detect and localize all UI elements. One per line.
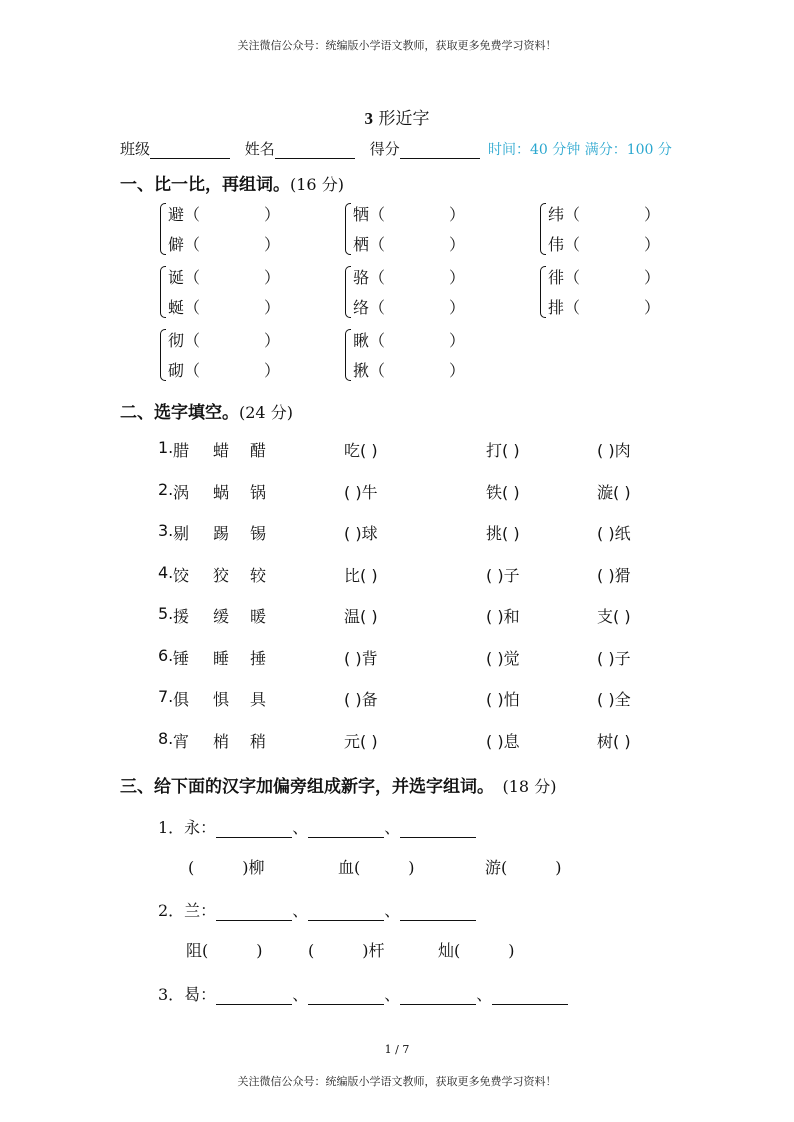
pair-char: 络 xyxy=(353,298,370,317)
pair-7 xyxy=(160,326,280,386)
student-info-line xyxy=(120,138,490,159)
section-2-title: 二、选字填空。 xyxy=(120,403,239,423)
score-blank[interactable] xyxy=(400,144,480,159)
answer-blank[interactable] xyxy=(216,906,292,921)
s2-fill-blank[interactable]: ( )全 xyxy=(597,690,631,709)
s2-row-number: 1. xyxy=(158,438,174,457)
brace-icon xyxy=(345,266,351,318)
s2-fill-blank[interactable]: 挑( ) xyxy=(486,524,520,543)
s2-fill-blank[interactable]: ( )备 xyxy=(344,690,378,709)
answer-blank[interactable]: （ ） xyxy=(369,205,466,224)
section-3-points: (18 分) xyxy=(502,777,557,796)
s2-char: 援 xyxy=(173,607,190,626)
s2-row-number: 7. xyxy=(158,687,174,706)
s2-char: 腊 xyxy=(173,441,190,460)
answer-blank[interactable]: （ ） xyxy=(369,331,466,350)
pair-5 xyxy=(345,263,465,323)
s2-char: 踢 xyxy=(213,524,230,543)
answer-blank[interactable]: （ ） xyxy=(564,235,661,254)
s2-fill-blank[interactable]: ( )子 xyxy=(597,648,631,668)
pair-2 xyxy=(345,200,465,260)
name-blank[interactable] xyxy=(275,144,355,159)
s2-char: 饺 xyxy=(173,565,190,585)
answer-blank[interactable] xyxy=(216,990,292,1005)
s2-row-number: 8. xyxy=(158,728,174,748)
pair-char: 栖 xyxy=(353,235,370,254)
s2-char: 蜗 xyxy=(213,482,230,502)
s3-words-2c[interactable]: 灿( ) xyxy=(438,941,515,960)
s2-row-number: 5. xyxy=(158,604,174,623)
answer-blank[interactable] xyxy=(308,906,384,921)
s2-row-number: 4. xyxy=(158,562,174,582)
answer-blank[interactable]: （ ） xyxy=(369,235,466,254)
section-3-title: 三、给下面的汉字加偏旁组成新字，并选字组词。 xyxy=(120,777,486,797)
class-label: 班级 xyxy=(120,140,151,158)
answer-blank[interactable] xyxy=(308,990,384,1005)
answer-blank[interactable]: （ ） xyxy=(184,361,281,380)
section-2-heading xyxy=(120,398,293,423)
pair-char: 蜒 xyxy=(168,298,185,317)
brace-icon xyxy=(160,266,166,318)
pair-char: 诞 xyxy=(168,268,185,287)
page-number: 1 / 7 xyxy=(384,1043,410,1056)
s2-char: 醋 xyxy=(250,441,267,460)
header-note: 关注微信公众号：统编版小学语文教师，获取更多免费学习资料！ xyxy=(237,39,557,52)
s2-fill-blank[interactable]: 温( ) xyxy=(344,607,378,626)
s2-fill-blank[interactable]: 比( ) xyxy=(344,565,378,585)
section-3-heading xyxy=(120,772,556,797)
answer-blank[interactable]: （ ） xyxy=(184,331,281,350)
s2-char: 剔 xyxy=(173,524,190,543)
s3-words-2a[interactable]: 阻( ) xyxy=(186,941,263,960)
s2-fill-blank[interactable]: ( )子 xyxy=(486,565,520,585)
pair-char: 彻 xyxy=(168,331,185,350)
pair-char: 牺 xyxy=(353,205,370,224)
pair-4 xyxy=(160,263,280,323)
brace-icon xyxy=(540,203,546,255)
pair-char: 骆 xyxy=(353,268,370,287)
s2-char: 锤 xyxy=(173,648,190,668)
section-1-title: 一、比一比，再组词。 xyxy=(120,175,290,195)
pair-char: 揪 xyxy=(353,361,370,380)
answer-blank[interactable] xyxy=(400,823,476,838)
pair-8 xyxy=(345,326,465,386)
s2-char: 锡 xyxy=(250,524,267,543)
s2-row-number: 6. xyxy=(158,645,174,665)
class-blank[interactable] xyxy=(150,144,230,159)
s2-fill-blank[interactable]: ( )球 xyxy=(344,524,378,543)
brace-icon xyxy=(160,203,166,255)
pair-char: 僻 xyxy=(168,235,185,254)
brace-icon xyxy=(345,203,351,255)
score-label: 得分 xyxy=(369,140,400,158)
title-number: 3 xyxy=(364,109,374,128)
footer-note: 关注微信公众号：统编版小学语文教师，获取更多免费学习资料！ xyxy=(237,1075,557,1088)
s2-char: 稍 xyxy=(250,731,267,751)
s2-char: 锅 xyxy=(250,482,267,502)
s2-fill-blank[interactable]: 漩( ) xyxy=(597,482,631,502)
section-2-points: (24 分) xyxy=(239,403,293,422)
answer-blank[interactable] xyxy=(400,906,476,921)
s3-item-2: 2．兰： 、 、 xyxy=(158,898,476,921)
s2-char: 具 xyxy=(250,690,267,709)
s2-char: 俱 xyxy=(173,690,190,709)
s2-fill-blank[interactable]: ( )肉 xyxy=(597,441,631,460)
s2-fill-blank[interactable]: ( )纸 xyxy=(597,524,631,543)
s2-fill-blank[interactable]: 元( ) xyxy=(344,731,378,751)
s3-words-1c[interactable]: 游( ) xyxy=(485,858,562,877)
s2-row-number: 2. xyxy=(158,479,174,499)
answer-blank[interactable] xyxy=(308,823,384,838)
s3-words-2b[interactable]: ( )杆 xyxy=(308,941,385,960)
s2-char: 涡 xyxy=(173,482,190,502)
pair-char: 砌 xyxy=(168,361,185,380)
pair-char: 排 xyxy=(548,298,565,317)
s2-fill-blank[interactable]: ( )背 xyxy=(344,648,378,668)
s2-char: 梢 xyxy=(213,731,230,751)
s2-fill-blank[interactable]: 吃( ) xyxy=(344,441,378,460)
answer-blank[interactable]: （ ） xyxy=(369,298,466,317)
answer-blank[interactable]: （ ） xyxy=(369,268,466,287)
s2-char: 宵 xyxy=(173,731,190,751)
s2-fill-blank[interactable]: ( )和 xyxy=(486,607,520,626)
answer-blank[interactable]: （ ） xyxy=(184,235,281,254)
s3-label: 3．曷： xyxy=(158,985,217,1004)
pair-1 xyxy=(160,200,280,260)
s2-fill-blank[interactable]: ( )牛 xyxy=(344,482,378,502)
answer-blank[interactable] xyxy=(492,990,568,1005)
s2-char: 缓 xyxy=(213,607,230,626)
s2-char: 较 xyxy=(250,565,267,585)
s3-item-1: 1．永： 、 、 xyxy=(158,815,476,838)
s2-fill-blank[interactable]: ( )息 xyxy=(486,731,520,751)
pair-char: 纬 xyxy=(548,205,565,224)
answer-blank[interactable]: （ ） xyxy=(369,361,466,380)
pair-6 xyxy=(540,263,660,323)
brace-icon xyxy=(345,329,351,381)
s2-fill-blank[interactable]: 树( ) xyxy=(597,731,631,751)
s3-words-1a[interactable]: ( )柳 xyxy=(188,858,265,877)
time-limit: 时间：40 分钟 满分：100 分 xyxy=(488,142,672,158)
name-label: 姓名 xyxy=(244,140,275,158)
s2-char: 蜡 xyxy=(213,441,230,460)
pair-char: 伟 xyxy=(548,235,565,254)
pair-char: 瞅 xyxy=(353,331,370,350)
title-text: 形近字 xyxy=(378,109,430,129)
s2-char: 狡 xyxy=(213,565,230,585)
s2-char: 惧 xyxy=(213,690,230,709)
s3-words-1b[interactable]: 血( ) xyxy=(338,858,415,877)
answer-blank[interactable]: （ ） xyxy=(564,298,661,317)
s2-fill-blank[interactable]: ( )怕 xyxy=(486,690,520,709)
pair-char: 避 xyxy=(168,205,185,224)
section-1-points: (16 分) xyxy=(290,175,344,194)
page-title xyxy=(0,104,794,129)
answer-blank[interactable] xyxy=(216,823,292,838)
s3-item-3: 3．曷： 、 、 、 xyxy=(158,982,568,1005)
s3-label: 2．兰： xyxy=(158,901,217,920)
s2-fill-blank[interactable]: ( )觉 xyxy=(486,648,520,668)
s2-char: 睡 xyxy=(213,648,230,668)
brace-icon xyxy=(160,329,166,381)
s2-row-number: 3. xyxy=(158,521,174,540)
s2-fill-blank[interactable]: 打( ) xyxy=(486,441,520,460)
s2-char: 捶 xyxy=(250,648,267,668)
s2-fill-blank[interactable]: ( )猾 xyxy=(597,565,631,585)
section-1-heading xyxy=(120,170,344,195)
answer-blank[interactable] xyxy=(400,990,476,1005)
answer-blank[interactable]: （ ） xyxy=(184,205,281,224)
s2-char: 暖 xyxy=(250,607,267,626)
s2-fill-blank[interactable]: 支( ) xyxy=(597,607,631,626)
s3-label: 1．永： xyxy=(158,818,217,837)
answer-blank[interactable]: （ ） xyxy=(564,268,661,287)
answer-blank[interactable]: （ ） xyxy=(564,205,661,224)
pair-char: 徘 xyxy=(548,268,565,287)
answer-blank[interactable]: （ ） xyxy=(184,268,281,287)
answer-blank[interactable]: （ ） xyxy=(184,298,281,317)
pair-3 xyxy=(540,200,660,260)
brace-icon xyxy=(540,266,546,318)
s2-fill-blank[interactable]: 铁( ) xyxy=(486,482,520,502)
